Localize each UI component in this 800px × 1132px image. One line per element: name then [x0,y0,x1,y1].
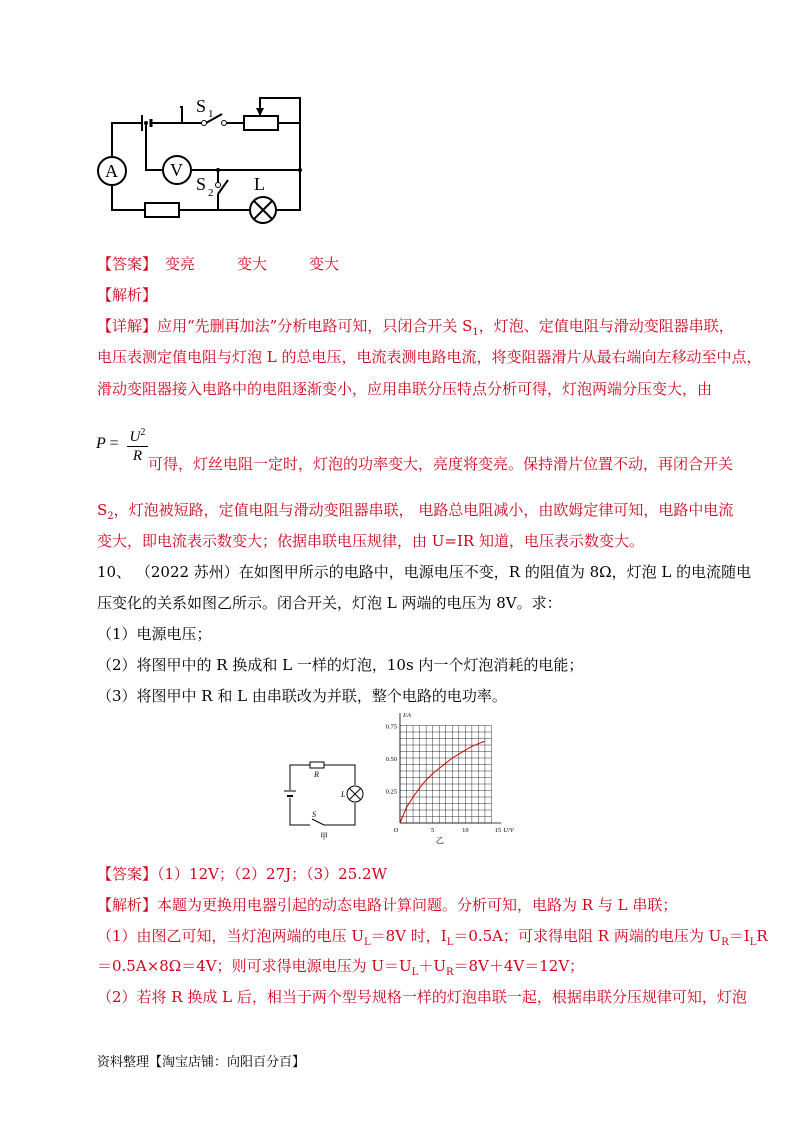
detail-line-2: 电压表测定值电阻与灯泡 L 的总电压，电流表测电路电流，将变阻器滑片从最右端向左移动至中点， [97,348,762,366]
question-10-part-3: （3）将图甲中 R 和 L 由串联改为并联，整个电路的电功率。 [97,687,507,705]
analysis-10-line-2: （1）由图乙可知，当灯泡两端的电压 $U_L=8V$ 时，$I_L=0.5A$；可求得电阻 R 两端的电压为 $U_R=I_LR$ [97,927,768,948]
answer-1b: 变大 [237,255,268,273]
y-tick-label: 0.25 [385,788,397,796]
switch-s1-label: S [196,96,207,116]
question-10-line-2: 压变化的关系如图乙所示。闭合开关，灯泡 L 两端的电压为 8V。求： [97,594,562,612]
analysis-10-line-1: 【解析】本题为更换用电器引起的动态电路计算问题。分析可知，电路为 R 与 L 串联； [97,896,678,914]
y-tick-label: 0.75 [385,723,397,731]
question-10-part-1: （1）电源电压； [97,625,212,643]
switch-s-label: S [312,810,316,819]
x-tick-label: O [393,827,399,834]
detail-line-6: 变大，即电流表示数变大；依据串联电压规律，由 U=IR 知道，电压表示数变大。 [97,532,644,550]
switch-s2-label: S [196,174,207,194]
y-tick-label: 0.50 [385,756,397,763]
analysis-10-line-4: （2）若将 R 换成 L 后，相当于两个型号规格一样的灯泡串联一起，根据串联分压规律可知，灯泡 [97,988,747,1006]
fig-jia-caption: 甲 [320,832,328,841]
answer-10: 【答案】（1）12V；（2）27J；（3）25.2W [97,865,387,883]
answer-1 [97,254,339,274]
x-tick-label: 15 [494,827,502,834]
answer-1c: 变大 [309,255,340,273]
fig-yi-caption: 乙 [435,836,444,845]
y-axis-label: I/A [403,712,411,719]
detail-line-1: 【详解】应用“先删再加法”分析电路可知，只闭合开关 $S_1$，灯泡、定值电阻与滑动变阻器串联， [97,317,734,338]
analysis-10-line-3: ＝0.5A×8Ω＝4V；则可求得电源电压为 $U=U_L+U_R=8V+4V=12V$； [97,957,585,978]
switch-s2-sub: 2 [208,187,214,199]
circuit-diagram-jia [280,755,375,845]
question-10-line-1: 10、 （2022 苏州）在如图甲所示的电路中，电源电压不变，R 的阻值为 8Ω，灯泡 L 的电流随电 [97,563,752,581]
answer-1a: 变亮 [165,255,196,273]
resistor-r-label: R [314,770,319,779]
lamp-label: L [254,174,265,194]
power-formula: P = $\frac{U^2}{R}$ [96,424,148,465]
switch-s1-sub: 1 [208,108,214,120]
answer-tag: 【答案】 [97,255,158,273]
footer-note: 资料整理【淘宝店铺：向阳百分百】 [97,1055,306,1070]
ammeter-label: A [105,161,118,181]
detail-line-5: $S_2$，灯泡被短路，定值电阻与滑动变阻器串联， 电路总电阻减小，由欧姆定律可知，电路中电流 [97,501,734,522]
detail-line-4: 可得，灯丝电阻一定时，灯泡的功率变大，亮度将变亮。保持滑片位置不动，再闭合开关 [148,455,734,473]
x-tick-label: 5 [431,827,435,834]
iv-chart [380,705,530,855]
analysis-tag: 【解析】 [97,286,158,304]
question-10-part-2: （2）将图甲中的 R 换成和 L 一样的灯泡，10s 内一个灯泡消耗的电能； [97,656,584,674]
voltmeter-label: V [170,160,183,180]
x-tick-label: 10 [462,827,469,834]
detail-line-3: 滑动变阻器接入电路中的电阻逐渐变小，应用串联分压特点分析可得，灯泡两端分压变大，由 [97,380,713,398]
x-axis-label: U/V [503,827,514,834]
circuit-diagram-1 [90,90,315,225]
lamp-l-label: L [341,790,346,799]
iv-curve [400,741,485,823]
